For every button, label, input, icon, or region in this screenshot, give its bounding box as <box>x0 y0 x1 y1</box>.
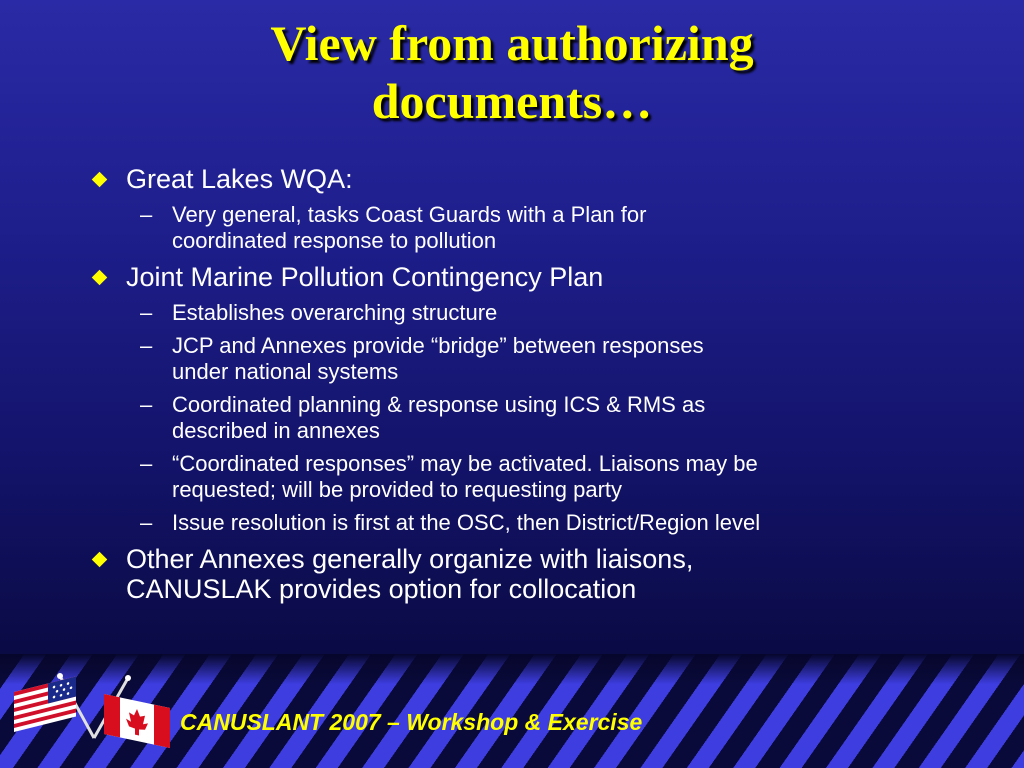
diamond-bullet-icon <box>92 270 108 286</box>
bullet-other-annexes <box>88 544 988 604</box>
sub-item-line-1: Establishes overarching structure <box>172 300 498 325</box>
diamond-bullet-icon <box>92 172 108 188</box>
sub-list-wqa <box>88 202 988 254</box>
sub-item-line-1: Very general, tasks Coast Guards with a Plan for <box>172 202 647 227</box>
sub-item <box>88 202 988 254</box>
us-canada-flags-icon <box>8 672 178 762</box>
sub-item <box>88 451 988 503</box>
dash-marker: – <box>140 392 153 417</box>
bullet-joint-marine-plan <box>88 262 988 292</box>
dash-marker: – <box>140 510 153 535</box>
slide-content <box>88 164 988 612</box>
dash-marker: – <box>140 300 153 325</box>
dash-marker: – <box>140 451 153 476</box>
bullet-text: Great Lakes WQA: <box>126 164 353 194</box>
sub-item <box>88 333 988 385</box>
dash-marker: – <box>140 333 153 358</box>
sub-item-line-2: described in annexes <box>172 418 380 443</box>
sub-item <box>88 300 988 326</box>
sub-list-jcp <box>88 300 988 536</box>
sub-item-line-1: JCP and Annexes provide “bridge” between responses <box>172 333 704 358</box>
bullet-text: Joint Marine Pollution Contingency Plan <box>126 262 604 292</box>
bullet-text-line-1: Other Annexes generally organize with liaisons, <box>126 544 694 574</box>
slide-title <box>0 14 1024 130</box>
sub-item <box>88 392 988 444</box>
sub-item-line-2: under national systems <box>172 359 399 384</box>
sub-item-line-1: Coordinated planning & response using ICS & RMS as <box>172 392 706 417</box>
sub-item-line-2: coordinated response to pollution <box>172 228 497 253</box>
dash-marker: – <box>140 202 153 227</box>
bullet-text-line-2: CANUSLAK provides option for collocation <box>126 574 637 604</box>
sub-item-line-1: “Coordinated responses” may be activated. Liaisons may be <box>172 451 758 476</box>
bullet-great-lakes-wqa <box>88 164 988 194</box>
diamond-bullet-icon <box>92 552 108 568</box>
footer-caption: CANUSLANT 2007 – Workshop & Exercise <box>180 709 643 735</box>
slide-title-line-2: documents… <box>371 73 653 129</box>
sub-item-line-2: requested; will be provided to requesting party <box>172 477 623 502</box>
sub-item <box>88 510 988 536</box>
slide-title-line-1: View from authorizing <box>270 15 754 71</box>
sub-item-line-1: Issue resolution is first at the OSC, then District/Region level <box>172 510 761 535</box>
